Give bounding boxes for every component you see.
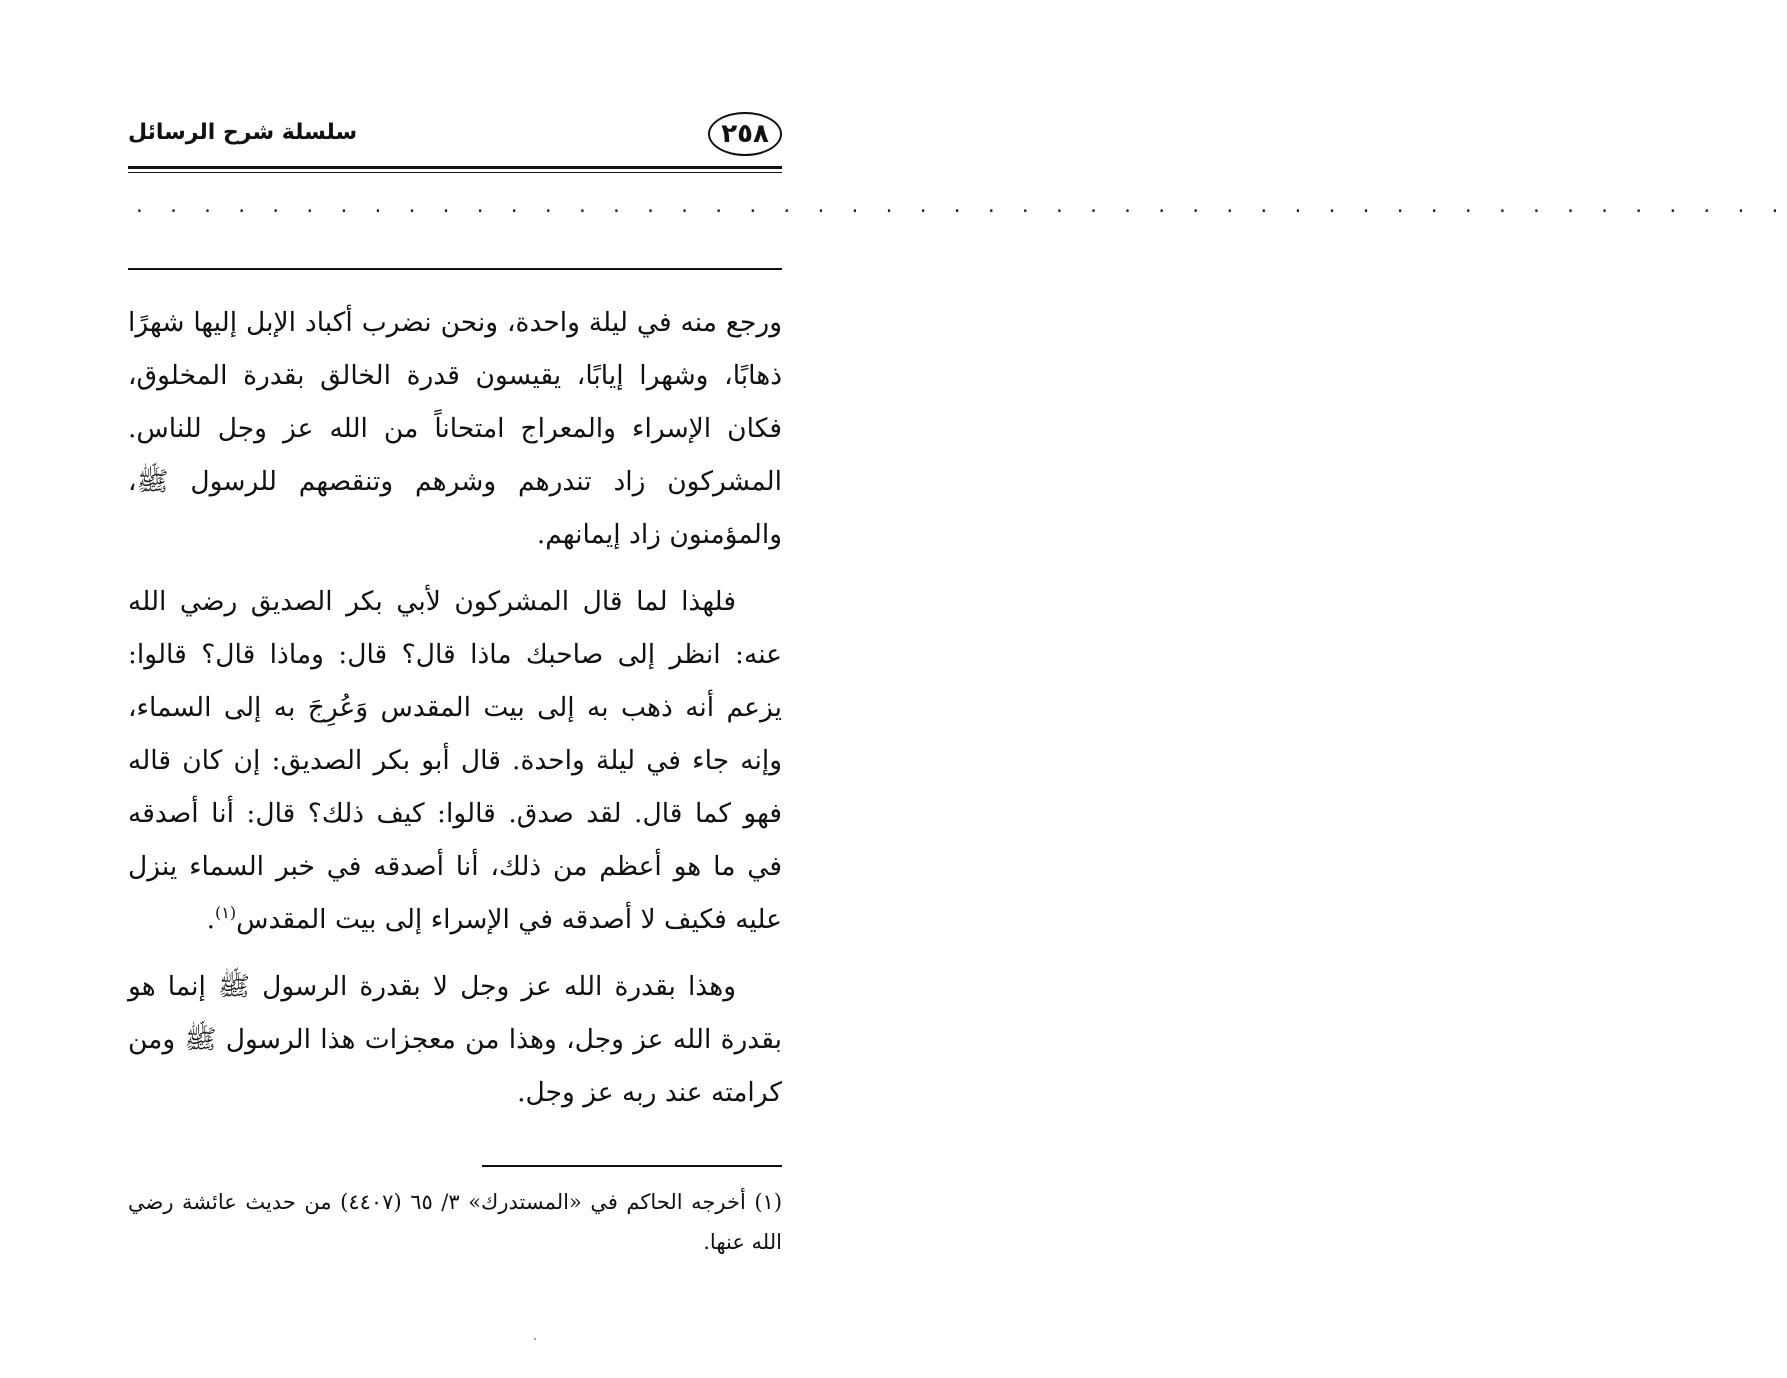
paragraph-2-trailing: . [206,904,216,935]
main-text [128,296,782,1119]
paragraph-3: وهذا بقدرة الله عز وجل لا بقدرة الرسول ﷺ إنما هو بقدرة الله عز وجل، وهذا من معجزات هذا الرسول ﷺ ومن كرامته عند ربه عز وجل. [128,971,782,1108]
dotted-separator: . . . . . . . . . . . . . . . . . . . . . . . . . . . . . . . . . . . . . . . . . . . . . . . . . [134,196,1787,217]
paragraph-2 [128,575,782,946]
paragraph-2-text: فلهذا لما قال المشركون لأبي بكر الصديق رضي الله عنه: انظر إلى صاحبك ماذا قال؟ قال: وماذا قال؟ قالوا: يزعم أنه ذهب به إلى بيت المقدس وَعُرِجَ به إلى السماء، وإنه جاء في ليلة واحدة. قال أبو بكر الصديق: إن كان قاله فهو كما قال. لقد صدق. قالوا: كيف ذلك؟ قال: أنا أصدقه في ما هو أعظم من ذلك، أنا أصدقه في خبر السماء ينزل عليه فكيف لا أصدقه في الإسراء إلى بيت المقدس [128,586,782,935]
page-number: ٢٥٨ [708,112,782,156]
series-title: سلسلة شرح الرسائل [128,120,358,145]
header-rule-thin [128,172,782,173]
footnote-rule [482,1165,782,1167]
footnote-text: (١) أخرجه الحاكم في «المستدرك» ٣/ ٦٥ (٤٤٠٧) من حديث عائشة رضي الله عنها. [128,1190,783,1254]
footnote-1 [128,1182,782,1262]
scan-speck [534,1338,536,1340]
header-rule-thick [128,166,782,169]
paragraph-1: ورجع منه في ليلة واحدة، ونحن نضرب أكباد الإبل إليها شهرًا ذهابًا، وشهرا إيابًا، يقيسون قدرة الخالق بقدرة المخلوق، فكان الإسراء والمعراج امتحاناً من الله عز وجل للناس. المشركون زاد تندرهم وشرهم وتنقصهم للرسول ﷺ، والمؤمنون زاد إيمانهم. [128,307,782,550]
page-header [128,112,782,162]
section-rule [128,268,782,270]
footnote-reference[interactable]: (١) [215,903,237,923]
footnotes [128,1182,782,1262]
